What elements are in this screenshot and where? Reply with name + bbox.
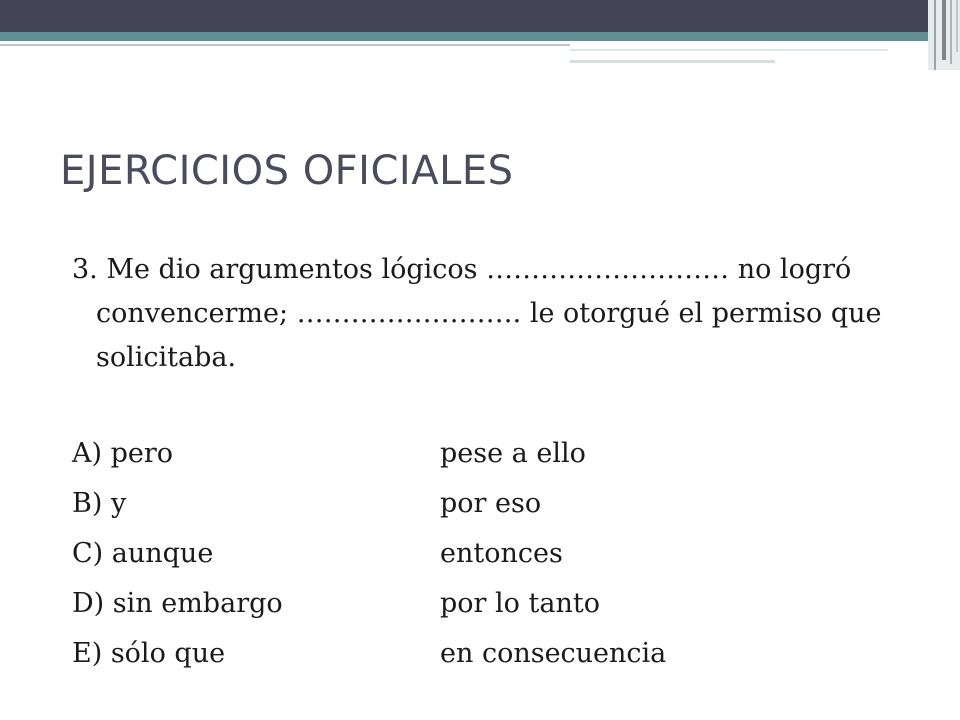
- decor-bar: [950, 0, 952, 64]
- header-corner-decor: [928, 0, 960, 70]
- decor-bar: [942, 0, 946, 60]
- option-second-term: en consecuencia: [440, 638, 667, 669]
- header-bar: [0, 0, 960, 34]
- header-decor-line: [570, 49, 888, 51]
- question-text: 3. Me dio argumentos lógicos ……………………… no logró convencerme; ……………………. le otorgué el permiso que solicitaba.: [72, 254, 882, 373]
- option-label: C) aunque: [72, 538, 214, 569]
- option-label: A) pero: [72, 438, 174, 469]
- answer-option-d: [72, 582, 666, 632]
- option-second-term: pese a ello: [440, 438, 586, 469]
- header-accent-stripe: [0, 32, 928, 41]
- answer-options: [72, 432, 666, 682]
- slide-title: EJERCICIOS OFICIALES: [60, 148, 514, 194]
- option-label: B) y: [72, 488, 127, 519]
- answer-option-a: [72, 432, 666, 482]
- decor-bar: [934, 0, 936, 70]
- option-label: E) sólo que: [72, 638, 226, 669]
- answer-option-c: [72, 532, 666, 582]
- answer-option-e: [72, 632, 666, 682]
- decor-bar: [956, 0, 958, 52]
- header-decor-line: [0, 44, 570, 46]
- option-label: D) sin embargo: [72, 588, 283, 619]
- option-second-term: entonces: [440, 538, 563, 569]
- option-second-term: por lo tanto: [440, 588, 600, 619]
- header-decor-line: [570, 60, 775, 63]
- option-second-term: por eso: [440, 488, 542, 519]
- answer-option-b: [72, 482, 666, 532]
